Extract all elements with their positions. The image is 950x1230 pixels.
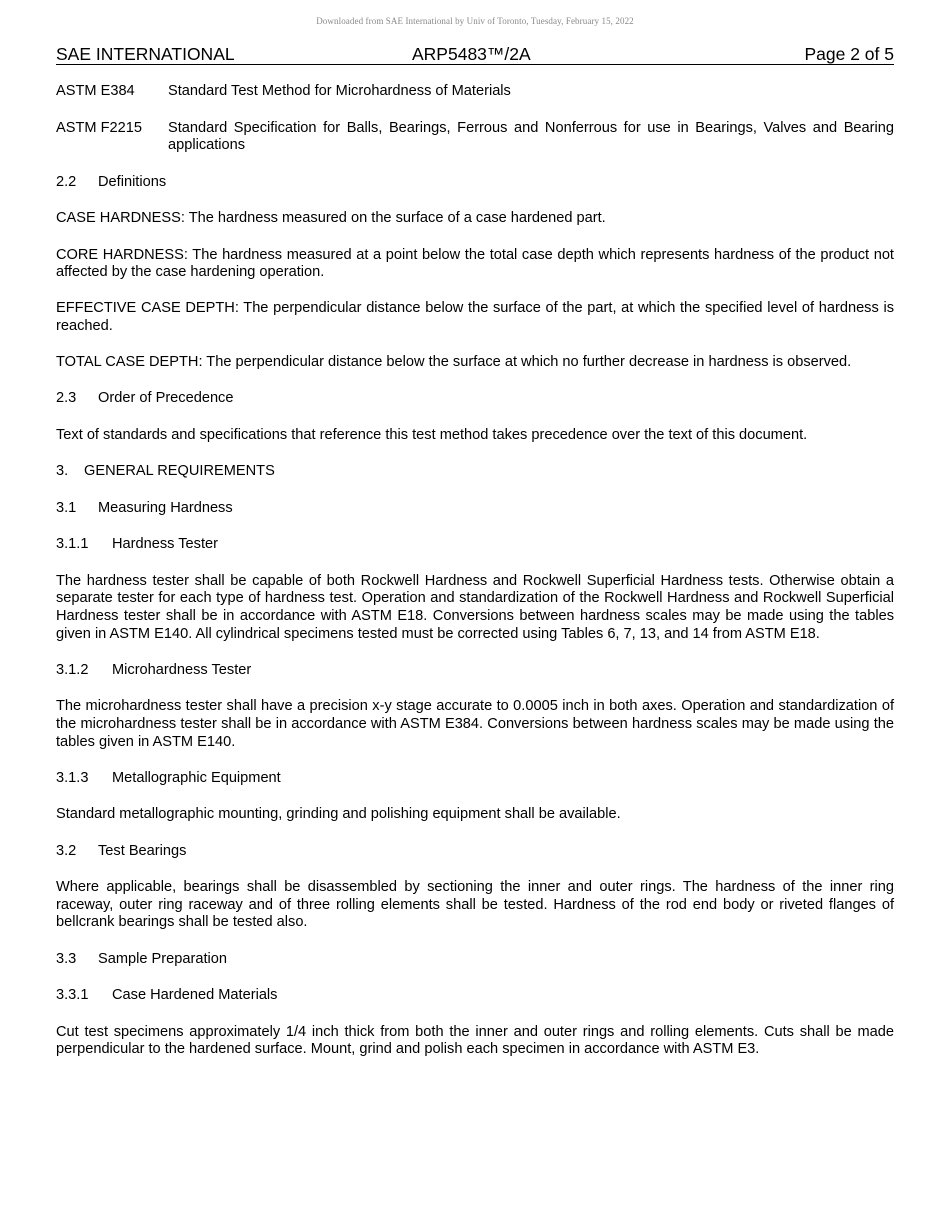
section-text-3-2: Where applicable, bearings shall be disassembled by sectioning the inner and outer rings. The hardness of the inner ring raceway, outer ring raceway and of three rolling elements shall be tested. Hardness of the rod end body or riveted flanges of bellcrank bearings shall be tested also.	[56, 879, 894, 931]
header-document-number: ARP5483™/2A	[412, 44, 531, 64]
section-text-2-3: Text of standards and specifications that reference this test method takes precedence over the text of this document.	[56, 426, 808, 443]
section-title: GENERAL REQUIREMENTS	[84, 463, 275, 480]
section-heading-3-3	[56, 951, 894, 969]
section-number: 2.2	[56, 173, 77, 190]
section-heading-2-3	[56, 390, 894, 408]
section-title: Test Bearings	[98, 842, 187, 859]
reference-title: Standard Test Method for Microhardness of Materials	[168, 83, 511, 99]
section-heading-3-1-2	[56, 662, 894, 680]
section-title: Definitions	[98, 173, 167, 190]
section-heading-3-1	[56, 500, 894, 518]
section-text-3-1-2: The microhardness tester shall have a precision x-y stage accurate to 0.0005 inch in both axes. Operation and standardization of the microhardness tester shall be in accordance with ASTM E384. Conversions between hardness scales may be made using the tables given in ASTM E140.	[56, 698, 894, 750]
section-number: 3.1.3	[56, 769, 89, 786]
reference-code: ASTM F2215	[56, 119, 142, 136]
section-title: Hardness Tester	[112, 536, 218, 553]
section-number: 2.3	[56, 390, 77, 407]
section-title: Sample Preparation	[98, 950, 227, 967]
section-title: Measuring Hardness	[98, 499, 233, 516]
section-heading-2-2	[56, 174, 894, 192]
header-organization: SAE INTERNATIONAL	[56, 44, 235, 64]
section-text-3-1-1: The hardness tester shall be capable of both Rockwell Hardness and Rockwell Superficial Hardness tests. Otherwise obtain a separate tester for each type of hardness test. Operation and standardization of the Rockwell Hardness and Rockwell Superficial Hardness tester shall be in accordance with ASTM E18. Conversions between hardness scales may be made using the tables given in ASTM E140. All cylindrical specimens tested must be corrected using Tables 6, 7, 13, and 14 from ASTM E18.	[56, 572, 894, 642]
section-heading-3	[56, 463, 894, 481]
reference-entry	[56, 120, 894, 155]
header-page-info: Page 2 of 5	[804, 44, 894, 64]
section-heading-3-1-3	[56, 770, 894, 788]
definition-core-hardness: CORE HARDNESS: The hardness measured at a point below the total case depth which represents hardness of the product not affected by the case hardening operation.	[56, 246, 894, 281]
section-number: 3.2	[56, 842, 77, 859]
section-number: 3.1.2	[56, 661, 89, 678]
section-number: 3.1	[56, 499, 77, 516]
section-number: 3.	[56, 463, 69, 480]
document-body	[56, 83, 894, 1078]
definition-total-case-depth: TOTAL CASE DEPTH: The perpendicular distance below the surface at which no further decrease in hardness is observed.	[56, 354, 852, 371]
page-header	[56, 44, 894, 65]
reference-title: Standard Specification for Balls, Bearings, Ferrous and Nonferrous for use in Bearings, Valves and Bearing applications	[168, 119, 894, 154]
section-heading-3-2	[56, 843, 894, 861]
section-text-3-1-3: Standard metallographic mounting, grinding and polishing equipment shall be available.	[56, 806, 621, 823]
section-number: 3.3.1	[56, 987, 89, 1004]
section-title: Case Hardened Materials	[112, 987, 278, 1004]
section-number: 3.3	[56, 950, 77, 967]
definition-effective-case-depth: EFFECTIVE CASE DEPTH: The perpendicular distance below the surface of the part, at which the specified level of hardness is reached.	[56, 300, 894, 334]
section-heading-3-3-1	[56, 987, 894, 1005]
section-heading-3-1-1	[56, 536, 894, 554]
download-watermark: Downloaded from SAE International by Univ of Toronto, Tuesday, February 15, 2022	[316, 16, 634, 26]
definition-case-hardness: CASE HARDNESS: The hardness measured on the surface of a case hardened part.	[56, 210, 606, 227]
reference-code: ASTM E384	[56, 83, 135, 99]
section-text-3-3-1: Cut test specimens approximately 1/4 inch thick from both the inner and outer rings and rolling elements. Cuts shall be made perpendicular to the hardened surface. Mount, grind and polish each specimen in accordance with ASTM E3.	[56, 1023, 894, 1058]
section-title: Microhardness Tester	[112, 661, 252, 678]
section-title: Order of Precedence	[98, 390, 234, 407]
section-number: 3.1.1	[56, 536, 89, 553]
section-title: Metallographic Equipment	[112, 769, 281, 786]
reference-entry	[56, 83, 894, 101]
